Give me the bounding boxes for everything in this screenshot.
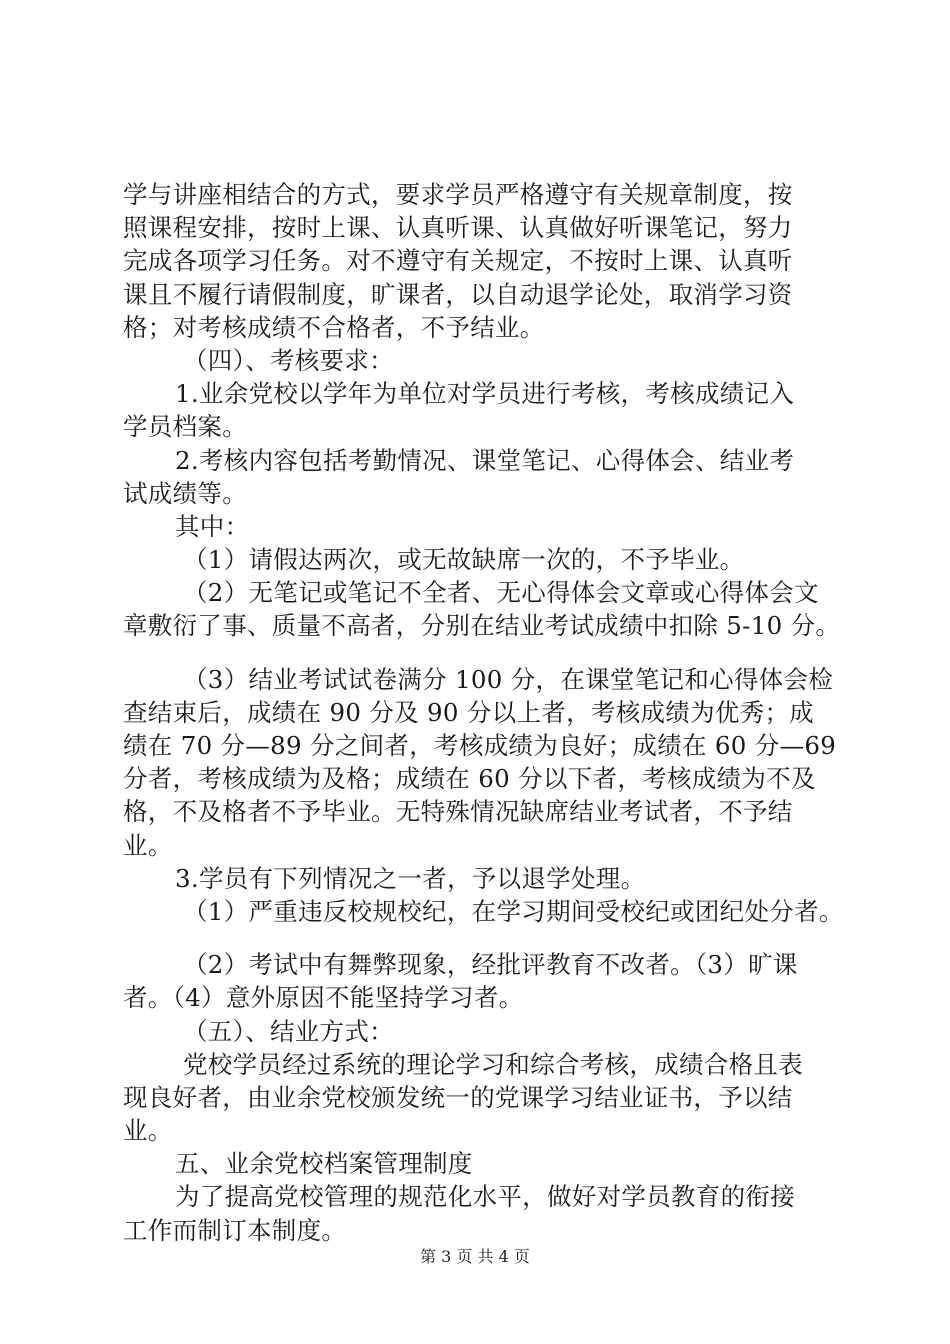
- page-footer: 第 3 页 共 4 页: [420, 1247, 530, 1266]
- body-line: 格；对考核成绩不合格者，不予结业。: [123, 312, 545, 342]
- body-line: （2）考试中有舞弊现象，经批评教育不改者。（3）旷课: [183, 950, 798, 980]
- paragraph-gap: [123, 928, 838, 948]
- body-line: 照课程安排，按时上课、认真听课、认真做好听课笔记，努力: [123, 213, 793, 243]
- section-heading: 五、业余党校档案管理制度: [175, 1149, 473, 1179]
- body-line: 3.学员有下列情况之一者，予以退学处理。: [175, 863, 646, 893]
- body-line: 章敷衍了事、质量不高者，分别在结业考试成绩中扣除 5-10 分。: [123, 611, 841, 641]
- body-line: 课且不履行请假制度，旷课者，以自动退学论处，取消学习资: [123, 279, 793, 309]
- body-line: 现良好者，由业余党校颁发统一的党课学习结业证书，予以结: [123, 1082, 793, 1112]
- body-line: 其中：: [175, 511, 250, 541]
- body-line: 学员档案。: [123, 412, 247, 442]
- body-line: 试成绩等。: [123, 478, 247, 508]
- body-line: 格，不及格者不予毕业。无特殊情况缺席结业考试者，不予结: [123, 797, 793, 827]
- body-line: 完成各项学习任务。对不遵守有关规定，不按时上课、认真听: [123, 246, 793, 276]
- body-line: 学与讲座相结合的方式，要求学员严格遵守有关规章制度，按: [123, 180, 793, 209]
- section-heading: （四）、考核要求：: [183, 345, 394, 375]
- body-line: 2.考核内容包括考勤情况、课堂笔记、心得体会、结业考: [175, 445, 795, 475]
- paragraph-gap: [123, 643, 838, 663]
- body-line: （1）严重违反校规校纪，在学习期间受校纪或团纪处分者。: [183, 896, 844, 926]
- body-line: 者。（4）意外原因不能坚持学习者。: [123, 983, 524, 1013]
- body-line: 分者，考核成绩为及格；成绩在 60 分以下者，考核成绩为不及: [123, 764, 816, 794]
- body-line: 查结束后，成绩在 90 分及 90 分以上者，考核成绩为优秀；成: [123, 697, 815, 727]
- body-line: 党校学员经过系统的理论学习和综合考核，成绩合格且表: [183, 1049, 803, 1079]
- body-line: 为了提高党校管理的规范化水平，做好对学员教育的衔接: [175, 1182, 795, 1212]
- body-line: 1.业余党校以学年为单位对学员进行考核，考核成绩记入: [175, 379, 795, 409]
- body-line: 工作而制订本制度。: [123, 1215, 347, 1245]
- body-line: 绩在 70 分—89 分之间者，考核成绩为良好；成绩在 60 分—69: [123, 731, 837, 760]
- body-line: （1）请假达两次，或无故缺席一次的，不予毕业。: [183, 545, 745, 575]
- document-body: [123, 178, 844, 1247]
- body-line: 业。: [123, 830, 173, 860]
- body-line: （2）无笔记或笔记不全者、无心得体会文章或心得体会文: [183, 578, 819, 608]
- section-heading: （五）、结业方式：: [183, 1016, 394, 1046]
- body-line: （3）结业考试试卷满分 100 分，在课堂笔记和心得体会检: [183, 664, 834, 694]
- body-line: 业。: [123, 1116, 173, 1146]
